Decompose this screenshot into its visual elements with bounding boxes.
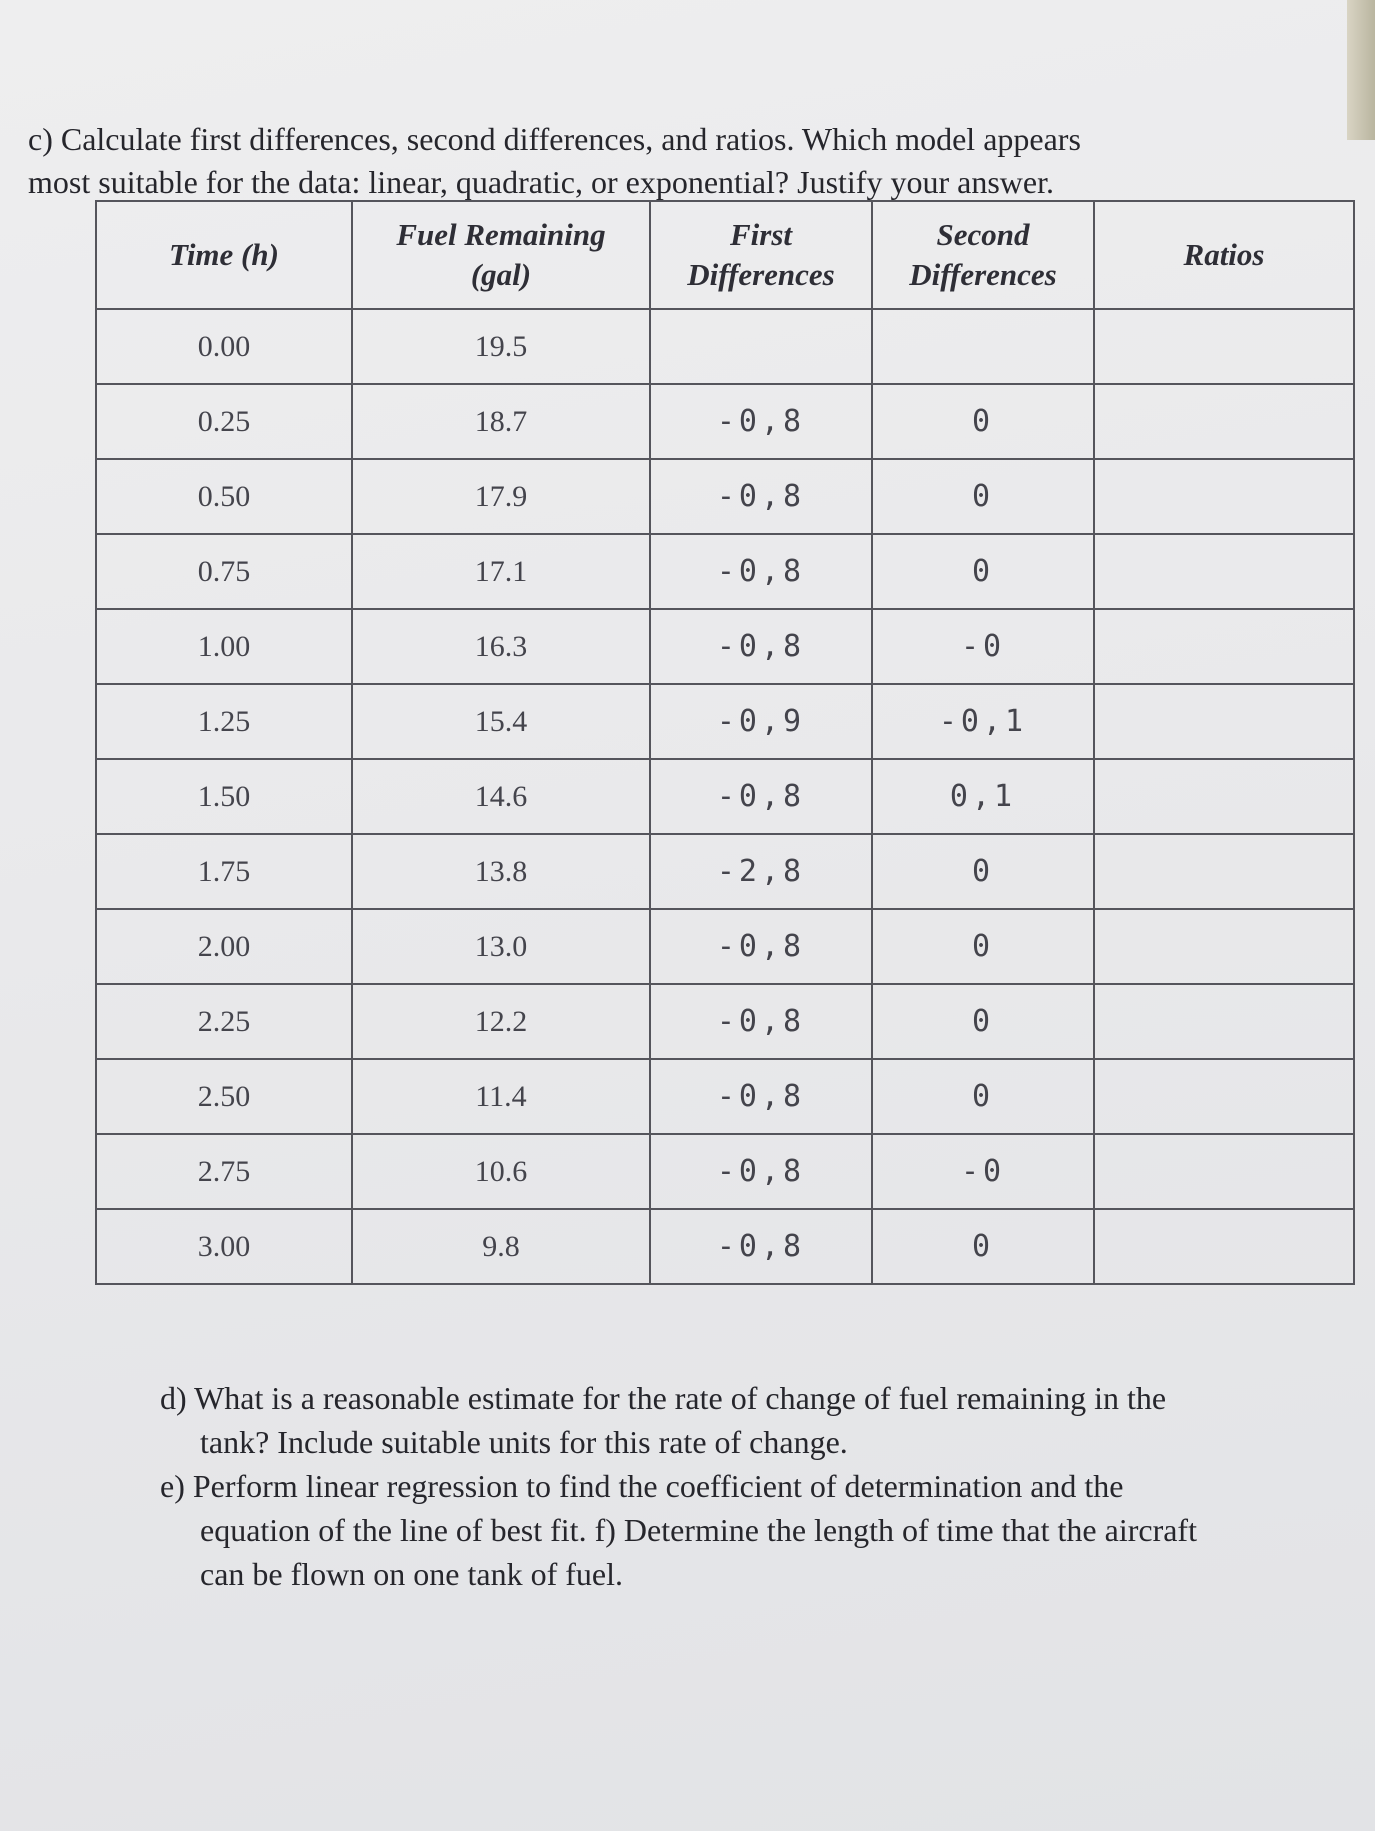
cell-first-difference: -2,8 — [650, 834, 872, 909]
cell-ratio — [1094, 909, 1354, 984]
cell-first-difference: -0,8 — [650, 534, 872, 609]
table-row — [96, 1209, 1354, 1284]
cell-fuel: 13.0 — [352, 909, 650, 984]
header-first-line-2: Differences — [687, 257, 835, 292]
cell-time: 0.25 — [96, 384, 352, 459]
cell-ratio — [1094, 1209, 1354, 1284]
question-c-line-1: c) Calculate first differences, second differences, and ratios. Which model appears — [28, 121, 1081, 157]
cell-fuel: 14.6 — [352, 759, 650, 834]
question-d-line-2: tank? Include suitable units for this rate of change. — [200, 1424, 848, 1460]
cell-fuel: 12.2 — [352, 984, 650, 1059]
cell-fuel: 18.7 — [352, 384, 650, 459]
header-second-line-2: Differences — [909, 257, 1057, 292]
table-row — [96, 909, 1354, 984]
cell-time: 2.00 — [96, 909, 352, 984]
cell-fuel: 10.6 — [352, 1134, 650, 1209]
cell-first-difference: -0,8 — [650, 1134, 872, 1209]
cell-ratio — [1094, 759, 1354, 834]
cell-second-difference: 0 — [872, 909, 1094, 984]
header-second-line-1: Second — [936, 217, 1030, 252]
table-row — [96, 759, 1354, 834]
cell-ratio — [1094, 459, 1354, 534]
cell-fuel: 17.9 — [352, 459, 650, 534]
cell-time: 2.25 — [96, 984, 352, 1059]
cell-fuel: 9.8 — [352, 1209, 650, 1284]
cell-time: 3.00 — [96, 1209, 352, 1284]
cell-first-difference — [650, 309, 872, 384]
cell-first-difference: -0,8 — [650, 459, 872, 534]
cell-ratio — [1094, 1059, 1354, 1134]
cell-time: 0.75 — [96, 534, 352, 609]
cell-second-difference: 0 — [872, 459, 1094, 534]
cell-time: 0.50 — [96, 459, 352, 534]
table-body — [96, 309, 1354, 1284]
table-row — [96, 1059, 1354, 1134]
header-first-line-1: First — [729, 217, 793, 252]
header-time-label: Time (h) — [169, 237, 279, 272]
table-row — [96, 459, 1354, 534]
cell-fuel: 13.8 — [352, 834, 650, 909]
cell-second-difference: 0 — [872, 534, 1094, 609]
cell-first-difference: -0,8 — [650, 759, 872, 834]
cell-first-difference: -0,8 — [650, 984, 872, 1059]
cell-second-difference: -0,1 — [872, 684, 1094, 759]
cell-time: 0.00 — [96, 309, 352, 384]
cell-fuel: 16.3 — [352, 609, 650, 684]
cell-second-difference: 0 — [872, 834, 1094, 909]
cell-time: 1.50 — [96, 759, 352, 834]
cell-fuel: 19.5 — [352, 309, 650, 384]
header-fuel — [352, 201, 650, 309]
cell-first-difference: -0,8 — [650, 384, 872, 459]
cell-fuel: 17.1 — [352, 534, 650, 609]
cell-ratio — [1094, 834, 1354, 909]
cell-second-difference: -0 — [872, 609, 1094, 684]
cell-first-difference: -0,8 — [650, 1209, 872, 1284]
question-e-line-2: equation of the line of best fit. f) Determine the length of time that the aircraft — [200, 1512, 1197, 1548]
question-c — [28, 118, 1318, 204]
cell-fuel: 11.4 — [352, 1059, 650, 1134]
table-row — [96, 309, 1354, 384]
cell-ratio — [1094, 534, 1354, 609]
header-ratios — [1094, 201, 1354, 309]
table-row — [96, 534, 1354, 609]
table-row — [96, 384, 1354, 459]
cell-ratio — [1094, 684, 1354, 759]
fuel-data-table — [95, 200, 1355, 1285]
cell-time: 1.00 — [96, 609, 352, 684]
cell-second-difference: -0 — [872, 1134, 1094, 1209]
page-edge-decoration — [1347, 0, 1375, 140]
cell-first-difference: -0,8 — [650, 909, 872, 984]
cell-ratio — [1094, 309, 1354, 384]
header-ratios-label: Ratios — [1183, 237, 1265, 272]
cell-second-difference — [872, 309, 1094, 384]
cell-ratio — [1094, 609, 1354, 684]
cell-first-difference: -0,9 — [650, 684, 872, 759]
cell-second-difference: 0 — [872, 1059, 1094, 1134]
cell-fuel: 15.4 — [352, 684, 650, 759]
cell-ratio — [1094, 384, 1354, 459]
question-d-line-1: d) What is a reasonable estimate for the rate of change of fuel remaining in the — [160, 1380, 1167, 1416]
question-e-line-1: e) Perform linear regression to find the coefficient of determination and the — [160, 1468, 1124, 1504]
questions-d-e — [160, 1376, 1350, 1596]
table-row — [96, 984, 1354, 1059]
cell-time: 1.25 — [96, 684, 352, 759]
header-first-differences — [650, 201, 872, 309]
cell-ratio — [1094, 1134, 1354, 1209]
table-row — [96, 684, 1354, 759]
cell-second-difference: 0 — [872, 384, 1094, 459]
header-second-differences — [872, 201, 1094, 309]
cell-ratio — [1094, 984, 1354, 1059]
cell-time: 1.75 — [96, 834, 352, 909]
header-time — [96, 201, 352, 309]
cell-time: 2.50 — [96, 1059, 352, 1134]
cell-second-difference: 0 — [872, 1209, 1094, 1284]
table-row — [96, 1134, 1354, 1209]
cell-second-difference: 0 — [872, 984, 1094, 1059]
cell-first-difference: -0,8 — [650, 1059, 872, 1134]
table-row — [96, 834, 1354, 909]
cell-first-difference: -0,8 — [650, 609, 872, 684]
cell-second-difference: 0,1 — [872, 759, 1094, 834]
question-e-line-3: can be flown on one tank of fuel. — [200, 1556, 623, 1592]
cell-time: 2.75 — [96, 1134, 352, 1209]
question-c-line-2: most suitable for the data: linear, quadratic, or exponential? Justify your answer. — [28, 164, 1054, 200]
header-fuel-line-1: Fuel Remaining — [396, 217, 606, 252]
question-e — [160, 1464, 1350, 1596]
question-d — [160, 1376, 1350, 1464]
table-row — [96, 609, 1354, 684]
header-fuel-line-2: (gal) — [470, 257, 532, 292]
table-header-row — [96, 201, 1354, 309]
